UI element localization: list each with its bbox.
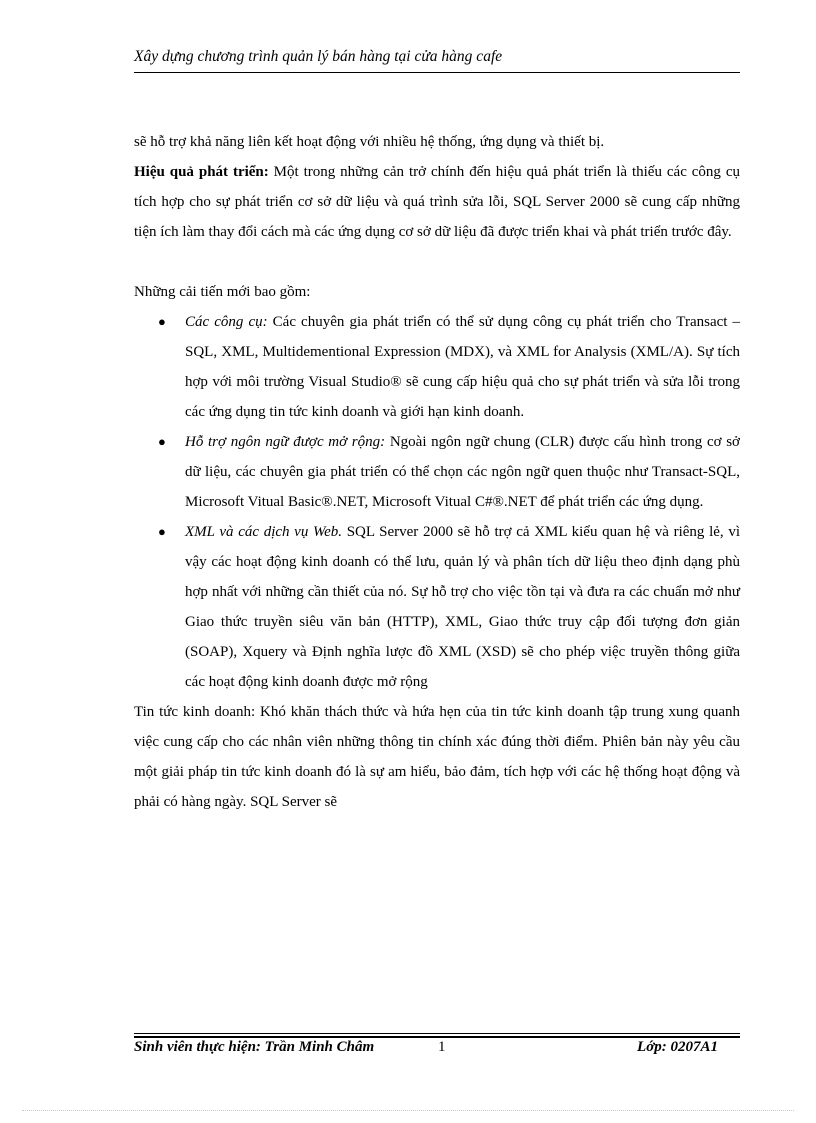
paragraph-2-label: Hiệu quả phát triển: — [134, 164, 269, 180]
paragraph-2 — [134, 157, 740, 247]
header-title: Xây dựng chương trình quản lý bán hàng tại cửa hàng cafe — [134, 48, 503, 65]
list-item-term: Hỗ trợ ngôn ngữ được mở rộng: — [185, 434, 386, 450]
list-intro: Những cải tiến mới bao gồm: — [134, 284, 311, 300]
list-item — [134, 427, 740, 517]
list-item — [134, 307, 740, 427]
list-item-term: XML và các dịch vụ Web. — [185, 524, 343, 540]
page-number: 1 — [438, 1039, 446, 1055]
footer-class: Lớp: 0207A1 — [637, 1039, 718, 1055]
list-item-text: Các chuyên gia phát triển có thể sử dụng công cụ phát triển cho Transact – SQL, XML, Multidementional Expression (MDX), và XML for Analysis (XML/A). Sự tích hợp với môi trường Visual Studio® sẽ cung cấp hiệu quả cho sự phát triển và sửa lỗi trong các ứng dụng tin tức kinh doanh và giới hạn kinh doanh. — [185, 314, 740, 420]
header-rule — [134, 72, 740, 73]
document-body — [134, 127, 740, 817]
bullet-icon: ● — [158, 524, 166, 539]
paragraph-2-text: Một trong những cản trở chính đến hiệu quả phát triển là thiếu các công cụ tích hợp cho sự phát triển cơ sở dữ liệu và quá trình sửa lỗi, SQL Server 2000 sẽ cung cấp những tiện ích làm thay đổi cách mà các ứng dụng cơ sở dữ liệu đã được triển khai và phát triển trước đây. — [134, 164, 741, 240]
footer-author: Sinh viên thực hiện: Trần Minh Châm — [134, 1039, 375, 1055]
list-item-text: SQL Server 2000 sẽ hỗ trợ cả XML kiểu quan hệ và riêng lẻ, vì vậy các hoạt động kinh doanh có thể lưu, quản lý và phân tích dữ liệu theo định dạng phù hợp nhất với những cần thiết của nó. Sự hỗ trợ cho việc tồn tại và đưa ra các chuẩn mở như Giao thức truyền siêu văn bản (HTTP), XML, Giao thức truy cập đối tượng đơn giản (SOAP), Xquery và Định nghĩa lược đồ XML (XSD) sẽ cho phép việc truyền thông giữa các hoạt động kinh doanh được mở rộng — [185, 524, 740, 690]
list-item-text: Ngoài ngôn ngữ chung (CLR) được cấu hình trong cơ sở dữ liệu, các chuyên gia phát triển có thể chọn các ngôn ngữ quen thuộc như Transact-SQL, Microsoft Vitual Basic®.NET, Microsoft Vitual C#®.NET để phát triển các ứng dụng. — [185, 434, 740, 510]
page-boundary — [22, 1110, 794, 1111]
list-item-term: Các công cụ: — [185, 314, 268, 330]
paragraph-gap — [134, 247, 740, 277]
page-header — [134, 46, 740, 68]
improvement-list — [134, 307, 740, 697]
list-item — [134, 517, 740, 697]
bullet-icon: ● — [158, 434, 166, 449]
paragraph-3: Tin tức kinh doanh: Khó khăn thách thức và hứa hẹn của tin tức kinh doanh tập trung xung quanh việc cung cấp cho các nhân viên những thông tin chính xác đúng thời điểm. Phiên bản này yêu cầu một giải pháp tin tức kinh doanh đó là sự am hiểu, bảo đảm, tích hợp với các hệ thống hoạt động và phải có hàng ngày. SQL Server sẽ — [134, 704, 740, 810]
page-footer — [134, 1039, 740, 1063]
bullet-icon: ● — [158, 314, 166, 329]
footer-rule — [134, 1033, 740, 1034]
footer-rule — [134, 1036, 740, 1038]
paragraph-1: sẽ hỗ trợ khả năng liên kết hoạt động với nhiều hệ thống, ứng dụng và thiết bị. — [134, 134, 605, 150]
